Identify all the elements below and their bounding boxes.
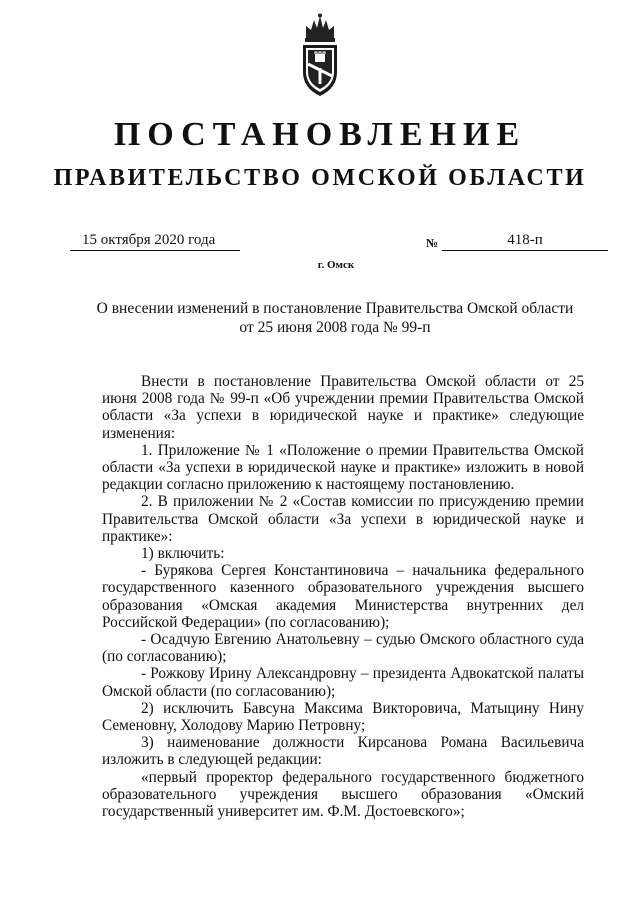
document-date: [70, 232, 240, 251]
body-paragraph-6: - Осадчую Евгению Анатольевну – судью Омского областного суда (по согласованию);: [102, 631, 584, 666]
document-city: г. Омск: [317, 259, 355, 271]
omsk-coat-of-arms-emblem: [297, 12, 343, 98]
document-type-title: ПОСТАНОВЛЕНИЕ: [113, 116, 527, 153]
document-body: [102, 373, 584, 820]
body-paragraph-4: 1) включить:: [141, 545, 225, 563]
body-paragraph-1: Внести в постановление Правительства Омской области от 25 июня 2008 года № 99-п «Об учреждении премии Правительства Омской области «За успехи в юридической науке и практике» следующие изменения:: [102, 373, 584, 442]
subject-line-2: от 25 июня 2008 года № 99-п: [239, 319, 431, 336]
body-paragraph-2: 1. Приложение № 1 «Положение о премии Правительства Омской области «За успехи в юридической науке и практике» изложить в новой редакции согласно приложению к настоящему постановлению.: [102, 441, 584, 494]
document-date-text: 15 октября 2020 года: [82, 232, 216, 248]
body-paragraph-3: 2. В приложении № 2 «Состав комиссии по присуждению премии Правительства Омской области «За успехи в юридической науке и практике»:: [102, 493, 584, 545]
subject-line-1: О внесении изменений в постановление Правительства Омской области: [96, 300, 574, 317]
body-paragraph-5: - Бурякова Сергея Константиновича – начальника федерального государственного казенного образовательного учреждения высшего образования «Омская академия Министерства внутренних дел Российской Федерации» (по согласованию);: [102, 562, 584, 631]
number-sign: №: [426, 236, 439, 250]
document-number: 418-п: [442, 232, 608, 251]
body-paragraph-9: 3) наименование должности Кирсанова Романа Васильевича изложить в следующей редакции:: [102, 734, 584, 769]
body-paragraph-10: «первый проректор федерального государственного бюджетного образовательного учреждения высшего образования «Омский государственный университет им. Ф.М. Достоевского»;: [102, 768, 584, 821]
body-paragraph-8: 2) исключить Бавсуна Максима Викторовича, Матыцину Нину Семеновну, Холодову Марию Петровну;: [102, 699, 584, 735]
body-paragraph-7: - Рожкову Ирину Александровну – президента Адвокатской палаты Омской области (по согласованию);: [102, 665, 584, 700]
issuing-authority: ПРАВИТЕЛЬСТВО ОМСКОЙ ОБЛАСТИ: [53, 165, 587, 191]
document-subject: [95, 299, 575, 337]
